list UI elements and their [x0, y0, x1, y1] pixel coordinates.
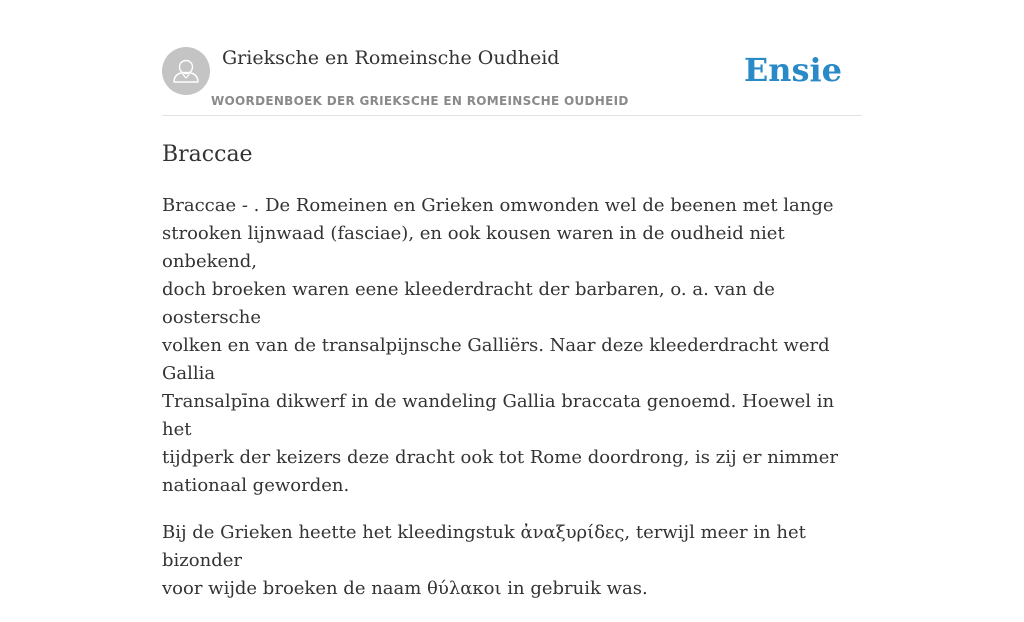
- user-silhouette-icon: [162, 47, 210, 95]
- entry-paragraph: Braccae - . De Romeinen en Grieken omwonden wel de beenen met lange strooken lijnwaad (fasciae), en ook kousen waren in de oudheid niet onbekend, doch broeken waren eene kleederdracht der barbaren, o. a. van de oostersche volken en van de transalpijnsche Galliërs. Naar deze kleederdracht werd Gallia Transalpīna dikwerf in de wandeling Gallia braccata genoemd. Hoewel in het tijdperk der keizers deze dracht ook tot Rome doordrong, is zij er nimmer nationaal geworden.: [162, 195, 839, 496]
- book-subtitle: WOORDENBOEK DER GRIEKSCHE EN ROMEINSCHE OUDHEID: [211, 94, 629, 108]
- entry-body: [162, 192, 862, 622]
- entry-page: [162, 0, 862, 599]
- entry-title: Braccae: [162, 142, 253, 167]
- avatar[interactable]: [162, 47, 210, 95]
- entry-paragraph: Bij de Grieken heette het kleedingstuk ἀναξυρίδες, terwijl meer in het bizonder voor wijde broeken de naam θύλακοι in gebruik was.: [162, 522, 806, 599]
- book-title-link[interactable]: Grieksche en Romeinsche Oudheid: [222, 47, 560, 69]
- entry-header: [162, 0, 862, 116]
- brand-logo[interactable]: Ensie: [743, 51, 842, 89]
